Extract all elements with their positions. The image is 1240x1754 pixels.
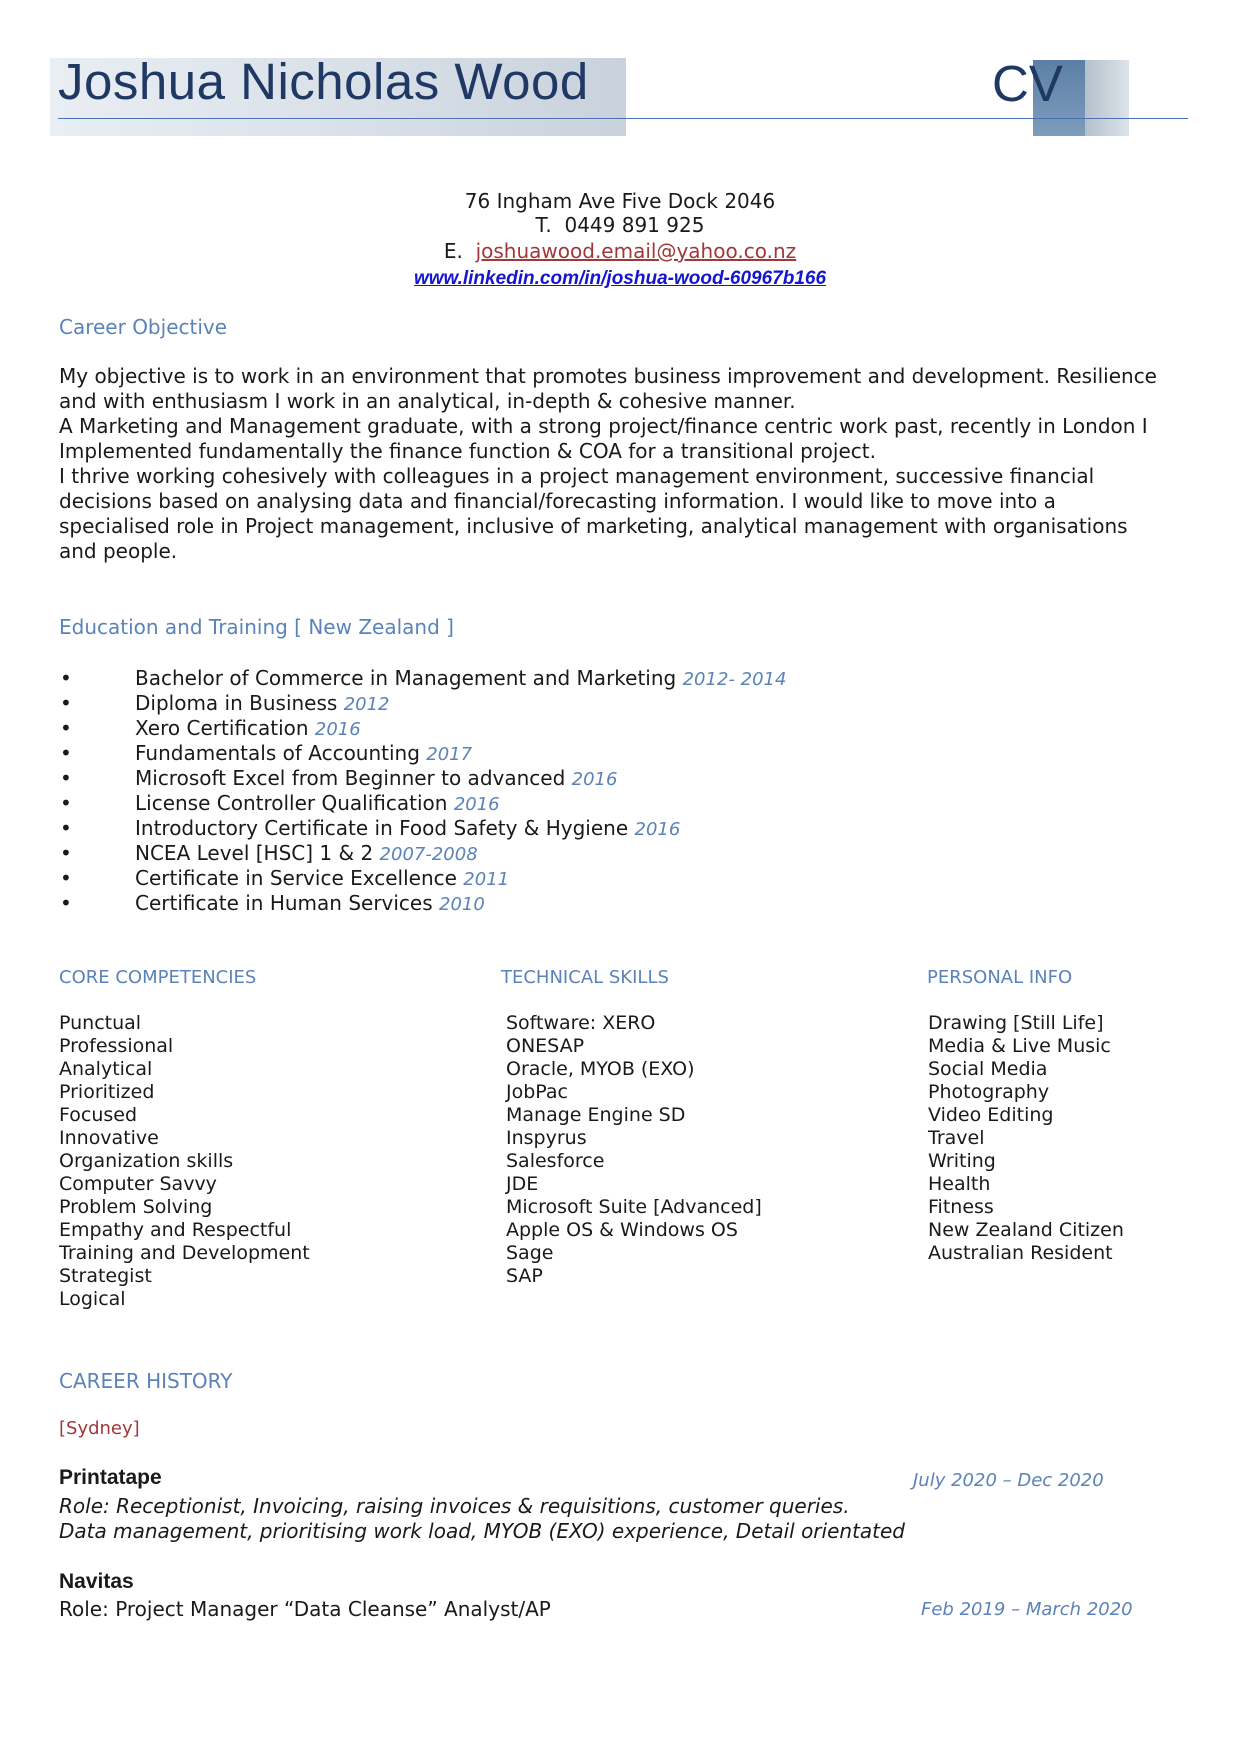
skill-item: Software: XERO (506, 1012, 656, 1034)
contact-address: 76 Ingham Ave Five Dock 2046 (464, 189, 776, 213)
education-year: 2010 (439, 894, 485, 915)
education-title: Xero Certification (135, 716, 309, 740)
job-date: July 2020 – Dec 2020 (913, 1470, 1104, 1491)
competency-item: Strategist (59, 1265, 152, 1287)
objective-line: A Marketing and Management graduate, with a strong project/finance centric work past, recently in London I (59, 414, 1148, 438)
competency-item: Logical (59, 1288, 126, 1310)
skill-item: SAP (506, 1265, 543, 1287)
bullet-icon: • (60, 741, 72, 765)
skill-item: Oracle, MYOB (EXO) (506, 1058, 695, 1080)
company-name: Printatape (59, 1466, 162, 1489)
objective-line: decisions based on analysing data and financial/forecasting information. I would like to move into a (59, 489, 1056, 513)
phone-prefix: T. (535, 213, 552, 237)
core-competencies-heading: CORE COMPETENCIES (59, 967, 257, 988)
skill-item: Sage (506, 1242, 554, 1264)
skill-item: Manage Engine SD (506, 1104, 686, 1126)
technical-skills-list (506, 1012, 762, 1288)
competency-item: Analytical (59, 1058, 153, 1080)
personal-info-list (928, 1012, 1124, 1265)
header-divider (58, 118, 1188, 119)
technical-skills-heading: TECHNICAL SKILLS (501, 967, 669, 988)
competency-item: Punctual (59, 1012, 142, 1034)
job-description-line: Role: Receptionist, Invoicing, raising invoices & requisitions, customer queries. (59, 1494, 850, 1518)
bullet-icon: • (60, 666, 72, 690)
education-year: 2016 (314, 719, 361, 740)
education-year: 2012 (343, 694, 390, 715)
competency-item: Organization skills (59, 1150, 234, 1172)
objective-line: Implemented fundamentally the finance function & COA for a transitional project. (59, 439, 876, 463)
skill-item: Apple OS & Windows OS (506, 1219, 738, 1241)
personal-item: Photography (928, 1081, 1050, 1103)
bullet-icon: • (60, 791, 72, 815)
personal-item: Media & Live Music (928, 1035, 1111, 1057)
bullet-icon: • (60, 716, 72, 740)
competency-item: Training and Development (59, 1242, 310, 1264)
contact-email-line (0, 239, 1240, 263)
bullet-icon: • (60, 816, 72, 840)
objective-line: and with enthusiasm I work in an analytical, in-depth & cohesive manner. (59, 389, 796, 413)
competency-item: Computer Savvy (59, 1173, 217, 1195)
education-heading: Education and Training [ New Zealand ] (59, 615, 454, 639)
personal-item: Social Media (928, 1058, 1048, 1080)
objective-line: specialised role in Project management, inclusive of marketing, analytical management with organisations (59, 514, 1128, 538)
personal-item: Health (928, 1173, 991, 1195)
career-objective-heading: Career Objective (59, 315, 228, 339)
education-year: 2011 (463, 869, 510, 890)
competency-item: Focused (59, 1104, 138, 1126)
competency-item: Professional (59, 1035, 174, 1057)
personal-item: Travel (928, 1127, 985, 1149)
education-year: 2017 (426, 744, 473, 765)
cv-label: CV (992, 55, 1063, 112)
objective-line: I thrive working cohesively with colleagues in a project management environment, successive financial (59, 464, 1095, 488)
job-description-line: Data management, prioritising work load, MYOB (EXO) experience, Detail orientated (59, 1519, 906, 1543)
bullet-icon: • (60, 891, 72, 915)
education-title: Diploma in Business (135, 691, 338, 715)
education-title: Certificate in Human Services (135, 891, 433, 915)
bullet-icon: • (60, 766, 72, 790)
competency-item: Problem Solving (59, 1196, 213, 1218)
education-title: Certificate in Service Excellence (135, 866, 457, 890)
education-year: 2007-2008 (379, 844, 478, 865)
bullet-icon: • (60, 866, 72, 890)
competency-item: Empathy and Respectful (59, 1219, 292, 1241)
objective-line: My objective is to work in an environment that promotes business improvement and development. Resilience (59, 364, 1157, 388)
contact-phone-line (0, 213, 1240, 237)
core-competencies-list (59, 1012, 310, 1311)
career-objective-text (59, 364, 1199, 564)
job-date: Feb 2019 – March 2020 (921, 1599, 1133, 1620)
skill-item: Salesforce (506, 1150, 605, 1172)
email-link[interactable]: joshuawood.email@yahoo.co.nz (475, 239, 797, 263)
cv-decoration-block-light (1085, 60, 1129, 136)
career-location: [Sydney] (59, 1418, 140, 1439)
education-title: Fundamentals of Accounting (135, 741, 420, 765)
skill-item: Inspyrus (506, 1127, 587, 1149)
phone-number: 0449 891 925 (564, 213, 705, 237)
competency-item: Prioritized (59, 1081, 155, 1103)
education-year: 2016 (453, 794, 500, 815)
education-title: Microsoft Excel from Beginner to advanced (135, 766, 566, 790)
education-title: NCEA Level [HSC] 1 & 2 (135, 841, 374, 865)
education-year: 2016 (571, 769, 618, 790)
career-history-heading: CAREER HISTORY (59, 1369, 233, 1393)
personal-info-heading: PERSONAL INFO (927, 967, 1073, 988)
objective-line: and people. (59, 539, 178, 563)
education-title: Introductory Certificate in Food Safety & Hygiene (135, 816, 629, 840)
education-year: 2016 (634, 819, 681, 840)
contact-linkedin-line (0, 265, 1240, 290)
linkedin-link[interactable]: www.linkedin.com/in/joshua-wood-60967b166 (413, 268, 827, 289)
company-name: Navitas (59, 1570, 134, 1593)
email-prefix: E. (443, 239, 463, 263)
education-title: Bachelor of Commerce in Management and Marketing (135, 666, 677, 690)
bullet-icon: • (60, 841, 72, 865)
personal-item: Writing (928, 1150, 996, 1172)
education-title: License Controller Qualification (135, 791, 448, 815)
personal-item: Drawing [Still Life] (928, 1012, 1104, 1034)
education-year: 2012- 2014 (682, 669, 787, 690)
bullet-icon: • (60, 691, 72, 715)
competency-item: Innovative (59, 1127, 159, 1149)
candidate-name: Joshua Nicholas Wood (58, 53, 589, 110)
skill-item: JDE (506, 1173, 539, 1195)
personal-item: Australian Resident (928, 1242, 1113, 1264)
skill-item: ONESAP (506, 1035, 585, 1057)
skill-item: JobPac (506, 1081, 568, 1103)
personal-item: New Zealand Citizen (928, 1219, 1124, 1241)
personal-item: Video Editing (928, 1104, 1054, 1126)
skill-item: Microsoft Suite [Advanced] (506, 1196, 762, 1218)
personal-item: Fitness (928, 1196, 994, 1218)
job-description-line: Role: Project Manager “Data Cleanse” Analyst/AP (59, 1597, 551, 1621)
